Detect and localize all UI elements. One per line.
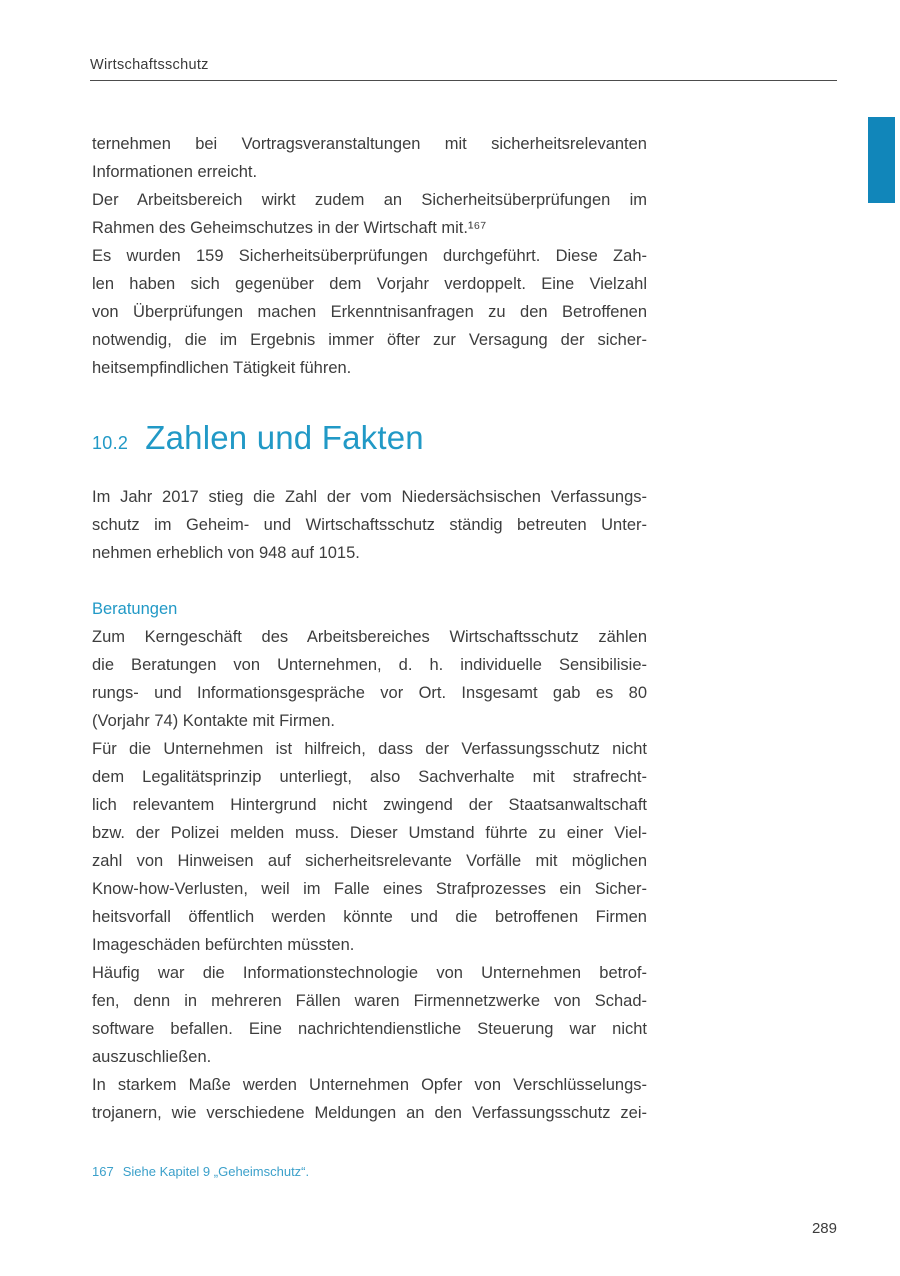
text-line: software befallen. Eine nachrichtendienstliche Steuerung war nicht (92, 1020, 647, 1038)
text-line: von Überprüfungen machen Erkenntnisanfragen zu den Betroffenen (92, 303, 647, 321)
text-line: Informationen erreicht. (92, 163, 258, 181)
paragraph (92, 959, 647, 1071)
paragraph (92, 735, 647, 959)
text-line: Es wurden 159 Sicherheitsüberprüfungen durchgeführt. Diese Zah- (92, 247, 647, 265)
text-line: zahl von Hinweisen auf sicherheitsrelevante Vorfälle mit möglichen (92, 852, 647, 870)
section-heading (92, 419, 647, 457)
text-line: schutz im Geheim- und Wirtschaftsschutz ständig betreuten Unter- (92, 516, 647, 534)
paragraph-block (92, 130, 647, 382)
text-line: Für die Unternehmen ist hilfreich, dass der Verfassungsschutz nicht (92, 740, 647, 758)
text-line: heitsvorfall öffentlich werden könnte und die betroffenen Firmen (92, 908, 647, 926)
text-line: fen, denn in mehreren Fällen waren Firmennetzwerke von Schad- (92, 992, 647, 1010)
section-number: 10.2 (92, 433, 129, 453)
paragraph-block (92, 483, 647, 567)
section-title: Zahlen und Fakten (145, 419, 424, 456)
text-line: nehmen erheblich von 948 auf 1015. (92, 544, 360, 562)
text-line: lich relevantem Hintergrund nicht zwingend der Staatsanwaltschaft (92, 796, 647, 814)
text-line: Rahmen des Geheimschutzes in der Wirtschaft mit.¹⁶⁷ (92, 219, 487, 237)
paragraph (92, 1071, 647, 1127)
paragraph (92, 623, 647, 735)
text-line: In starkem Maße werden Unternehmen Opfer von Verschlüsselungs- (92, 1076, 647, 1094)
paragraph (92, 130, 647, 186)
text-line: Imageschäden befürchten müssten. (92, 936, 355, 954)
text-line: die Beratungen von Unternehmen, d. h. individuelle Sensibilisie- (92, 656, 647, 674)
page-number: 289 (811, 1220, 837, 1237)
footnote-text: Siehe Kapitel 9 „Geheimschutz“. (122, 1164, 310, 1179)
text-line: bzw. der Polizei melden muss. Dieser Umstand führte zu einer Viel- (92, 824, 647, 842)
header-divider (90, 80, 837, 81)
text-line: Zum Kerngeschäft des Arbeitsbereiches Wirtschaftsschutz zählen (92, 628, 647, 646)
text-line: auszuschließen. (92, 1048, 212, 1066)
text-line: Im Jahr 2017 stieg die Zahl der vom Niedersächsischen Verfassungs- (92, 488, 647, 506)
running-header: Wirtschaftsschutz (90, 57, 209, 73)
text-line: (Vorjahr 74) Kontakte mit Firmen. (92, 712, 336, 730)
footnote (92, 1164, 309, 1180)
text-line: rungs- und Informationsgespräche vor Ort. Insgesamt gab es 80 (92, 684, 647, 702)
text-line: trojanern, wie verschiedene Meldungen an den Verfassungsschutz zei- (92, 1104, 647, 1122)
text-line: heitsempfindlichen Tätigkeit führen. (92, 359, 352, 377)
footnote-marker: 167 (92, 1164, 114, 1179)
text-line: Der Arbeitsbereich wirkt zudem an Sicherheitsüberprüfungen im (92, 191, 647, 209)
text-line: Know-how-Verlusten, weil im Falle eines Strafprozesses ein Sicher- (92, 880, 647, 898)
paragraph (92, 186, 647, 242)
text-line: dem Legalitätsprinzip unterliegt, also Sachverhalte mit strafrecht- (92, 768, 647, 786)
text-line: len haben sich gegenüber dem Vorjahr verdoppelt. Eine Vielzahl (92, 275, 647, 293)
text-line: ternehmen bei Vortragsveranstaltungen mit sicherheitsrelevanten (92, 135, 647, 153)
text-line: notwendig, die im Ergebnis immer öfter zur Versagung der sicher- (92, 331, 647, 349)
paragraph (92, 483, 647, 567)
text-line: Häufig war die Informationstechnologie von Unternehmen betrof- (92, 964, 647, 982)
subheading-beratungen: Beratungen (92, 600, 178, 618)
chapter-tab-marker-icon (868, 117, 895, 203)
text-column (92, 130, 647, 1127)
paragraph-block (92, 623, 647, 1127)
paragraph (92, 242, 647, 382)
